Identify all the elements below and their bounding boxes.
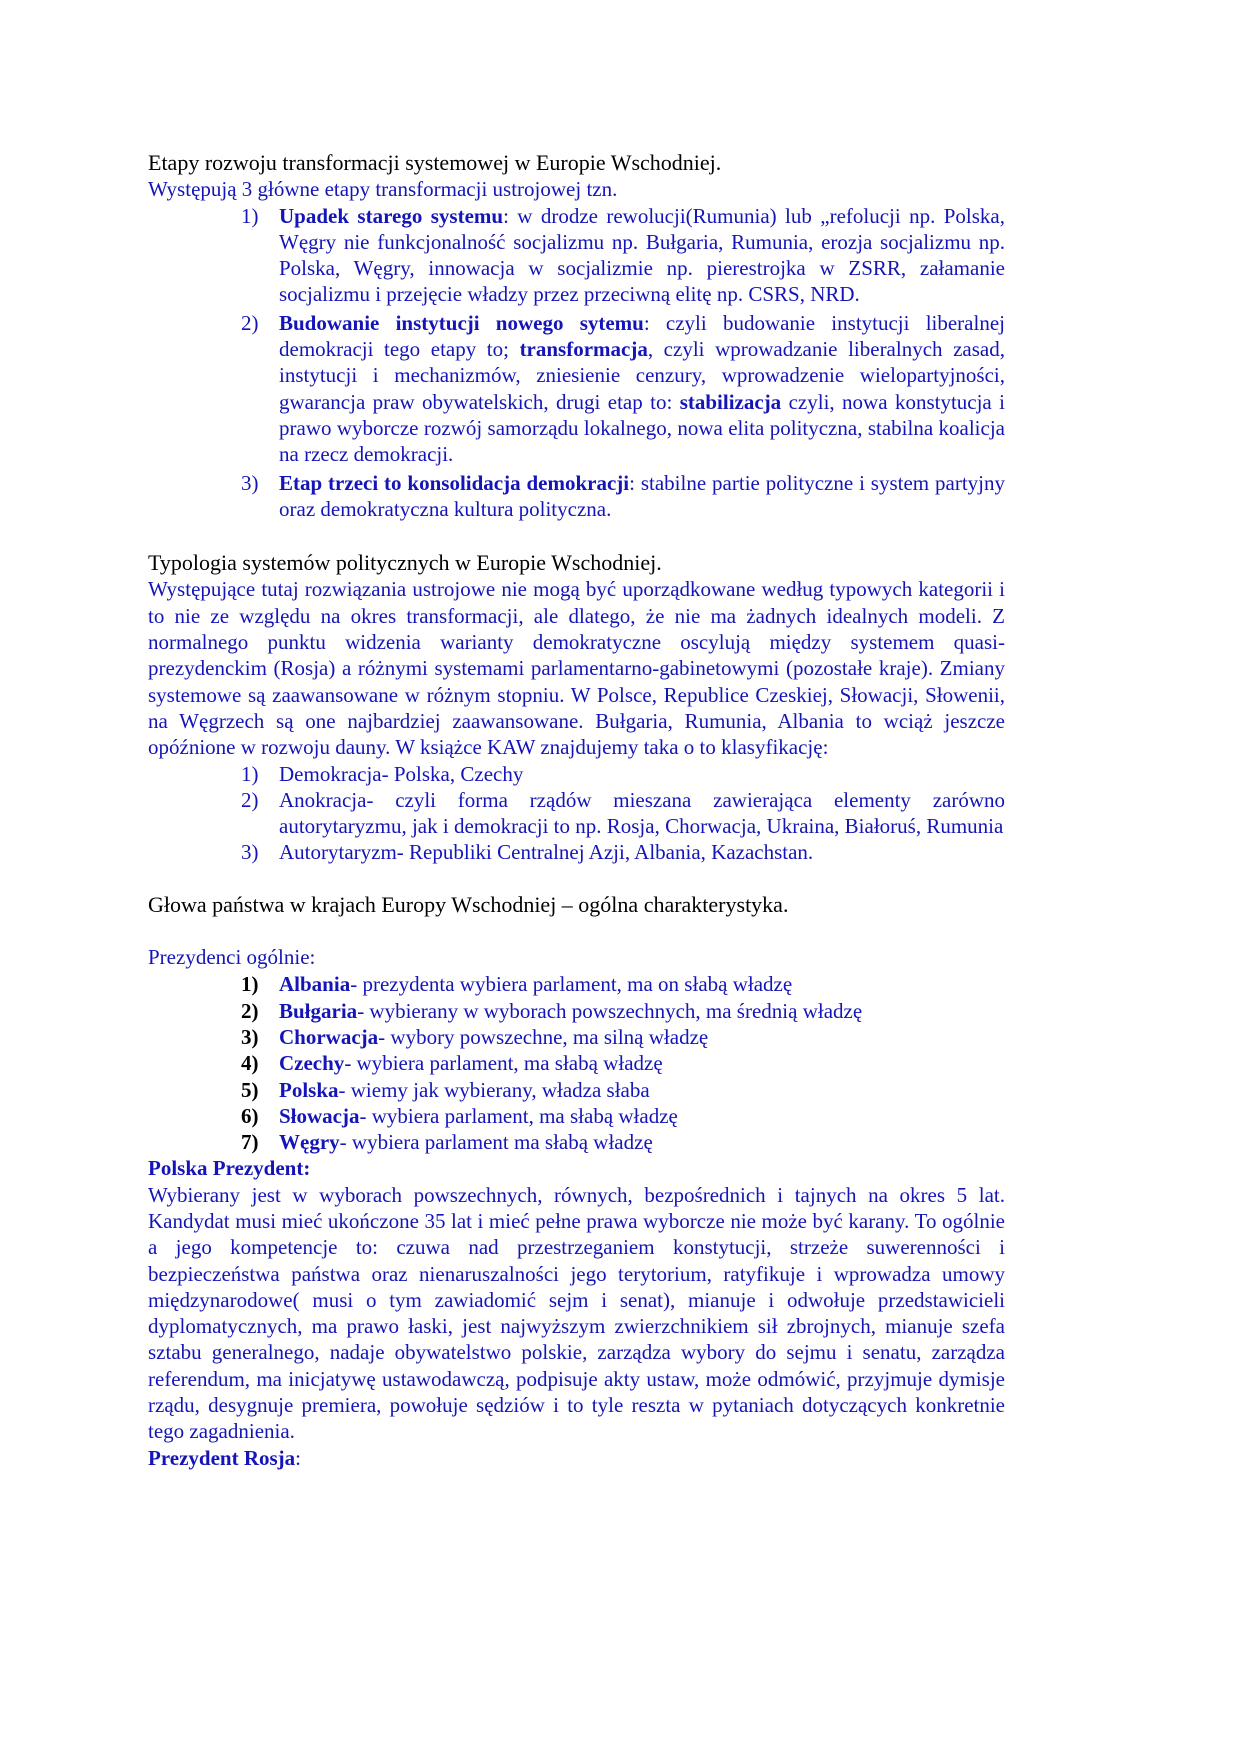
list-text: - wybierany w wyborach powszechnych, ma średnią władzę xyxy=(357,998,863,1023)
list-text: Demokracja- Polska, Czechy xyxy=(279,761,524,786)
list-text: - wybiera parlament, ma słabą władzę xyxy=(344,1051,663,1076)
list-text: Budowanie instytucji nowego sytemu: czyli budowanie instytucji liberalnej demokracji tego etapy to; transformacja, czyli wprowadzanie liberalnych zasad, instytucji i mechanizmów, zniesienie cenzury, wprowadzenie wielopartyjności, gwarancja praw obywatelskich, drugi etap to: stabilizacja czyli, nowa konstytucja i prawo wyborcze rozwój samorządu lokalnego, nowa elita polityczna, stabilna koalicja na rzecz demokracji. xyxy=(279,310,1005,467)
list-number: 7) xyxy=(241,1130,259,1155)
list-item xyxy=(148,761,1005,787)
list-number: 3) xyxy=(241,1024,259,1049)
country-name: Polska xyxy=(279,1077,339,1102)
section2-paragraph: Występujące tutaj rozwiązania ustrojowe nie mogą być uporządkowane według typowych kategorii i to nie ze względu na okres transformacji, ale dlatego, że nie ma żadnych idealnych modeli. Z normalnego punktu widzenia warianty demokratyczne oscylują między systemem quasi-prezydenckim (Rosja) a różnymi systemami parlamentarno-gabinetowymi (pozostałe kraje). Zmiany systemowe są zaawansowane w różnym stopniu. W Polsce, Republice Czeskiej, Słowacji, Słowenii, na Węgrzech są one najbardziej zaawansowane. Bułgaria, Rumunia, Albania to wciąż jeszcze opóźnione w rozwoju dauny. W książce KAW znajdujemy taka o to klasyfikację: xyxy=(148,577,1005,760)
typology-list xyxy=(148,761,1005,866)
presidents-subheading: Prezydenci ogólnie: xyxy=(148,945,316,970)
list-number: 2) xyxy=(241,787,259,812)
section1-intro: Występują 3 główne etapy transformacji ustrojowej tzn. xyxy=(148,177,618,202)
spacer xyxy=(148,918,1005,944)
section2-heading: Typologia systemów politycznych w Europie Wschodniej. xyxy=(148,550,662,576)
list-text: - prezydenta wybiera parlament, ma on słabą władzę xyxy=(350,972,793,997)
stages-list xyxy=(148,203,1005,523)
list-number: 1) xyxy=(241,761,259,786)
list-text: - wiemy jak wybierany, władza słaba xyxy=(338,1077,650,1102)
list-item xyxy=(148,1103,1005,1129)
country-name: Węgry xyxy=(279,1130,340,1155)
list-text: Etap trzeci to konsolidacja demokracji: stabilne partie polityczne i system partyjny oraz demokratyczna kultura polityczna. xyxy=(279,470,1005,521)
list-item xyxy=(148,310,1005,468)
list-item xyxy=(148,998,1005,1024)
country-name: Czechy xyxy=(279,1051,345,1076)
list-item xyxy=(148,470,1005,523)
list-number: 3) xyxy=(241,840,259,865)
list-text: Upadek starego systemu: w drodze rewolucji(Rumunia) lub „refolucji np. Polska, Węgry nie funkcjonalność socjalizmu np. Bułgaria, Rumunia, erozja socjalizmu np. Polska, Węgry, innowacja w socjalizmie np. pierestrojka w ZSRR, załamanie socjalizmu i przejęcie władzy przez przeciwną elitę np. CSRS, NRD. xyxy=(279,203,1005,307)
list-text: Anokracja- czyli forma rządów mieszana zawierająca elementy zarówno autorytaryzmu, jak i demokracji to np. Rosja, Chorwacja, Ukraina, Białoruś, Rumunia xyxy=(279,787,1005,839)
list-number: 2) xyxy=(241,310,259,335)
list-number: 1) xyxy=(241,972,259,997)
list-number: 6) xyxy=(241,1103,259,1128)
list-number: 4) xyxy=(241,1051,259,1076)
list-item xyxy=(148,1024,1005,1050)
list-text: Autorytaryzm- Republiki Centralnej Azji, Albania, Kazachstan. xyxy=(279,840,814,865)
list-text: - wybiera parlament, ma słabą władzę xyxy=(359,1103,678,1128)
polska-president-heading: Polska Prezydent: xyxy=(148,1156,311,1181)
list-number: 1) xyxy=(241,203,259,228)
document-content xyxy=(148,150,1005,1471)
list-text: - wybory powszechne, ma silną władzę xyxy=(378,1024,709,1049)
list-item xyxy=(148,1077,1005,1103)
presidents-list xyxy=(148,971,1005,1155)
list-number: 2) xyxy=(241,998,259,1023)
list-item xyxy=(148,1050,1005,1076)
spacer xyxy=(148,866,1005,892)
polska-president-paragraph: Wybierany jest w wyborach powszechnych, równych, bezpośrednich i tajnych na okres 5 lat. Kandydat musi mieć ukończone 35 lat i mieć pełne prawa wyborcze nie może być karany. To ogólnie a jego kompetencje to: czuwa nad przestrzeganiem konstytucji, strzeże suwerenności i bezpieczeństwa państwa oraz nienaruszalności jego terytorium, ratyfikuje i wprowadza umowy międzynarodowe( musi o tym zawiadomić sejm i senat), mianuje i odwołuje przedstawicieli dyplomatycznych, ma prawo łaski, jest najwyższym zwierzchnikiem sił zbrojnych, mianuje szefa sztabu generalnego, nadaje obywatelstwo polskie, zarządza wybory do sejmu i senatu, zarządza referendum, ma inicjatywę ustawodawczą, podpisuje akty ustaw, może odmówić, przyjmuje dymisje rządu, desygnuje premiera, powołuje sędziów i to tyle reszta w pytaniach dotyczących konkretnie tego zagadnienia. xyxy=(148,1182,1005,1444)
list-text: - wybiera parlament ma słabą władzę xyxy=(339,1130,653,1155)
list-item xyxy=(148,839,1005,865)
list-item xyxy=(148,1129,1005,1155)
country-name: Słowacja xyxy=(279,1103,360,1128)
list-number: 3) xyxy=(241,470,259,495)
country-name: Bułgaria xyxy=(279,998,358,1023)
country-name: Albania xyxy=(279,972,351,997)
list-item xyxy=(148,203,1005,308)
country-name: Chorwacja xyxy=(279,1024,379,1049)
list-item xyxy=(148,971,1005,997)
section1-heading: Etapy rozwoju transformacji systemowej w Europie Wschodniej. xyxy=(148,150,722,175)
list-number: 5) xyxy=(241,1077,259,1102)
rosja-president-heading: Prezydent Rosja: xyxy=(148,1445,302,1470)
spacer xyxy=(148,524,1005,550)
list-item xyxy=(148,787,1005,840)
section3-heading: Głowa państwa w krajach Europy Wschodniej – ogólna charakterystyka. xyxy=(148,891,789,917)
